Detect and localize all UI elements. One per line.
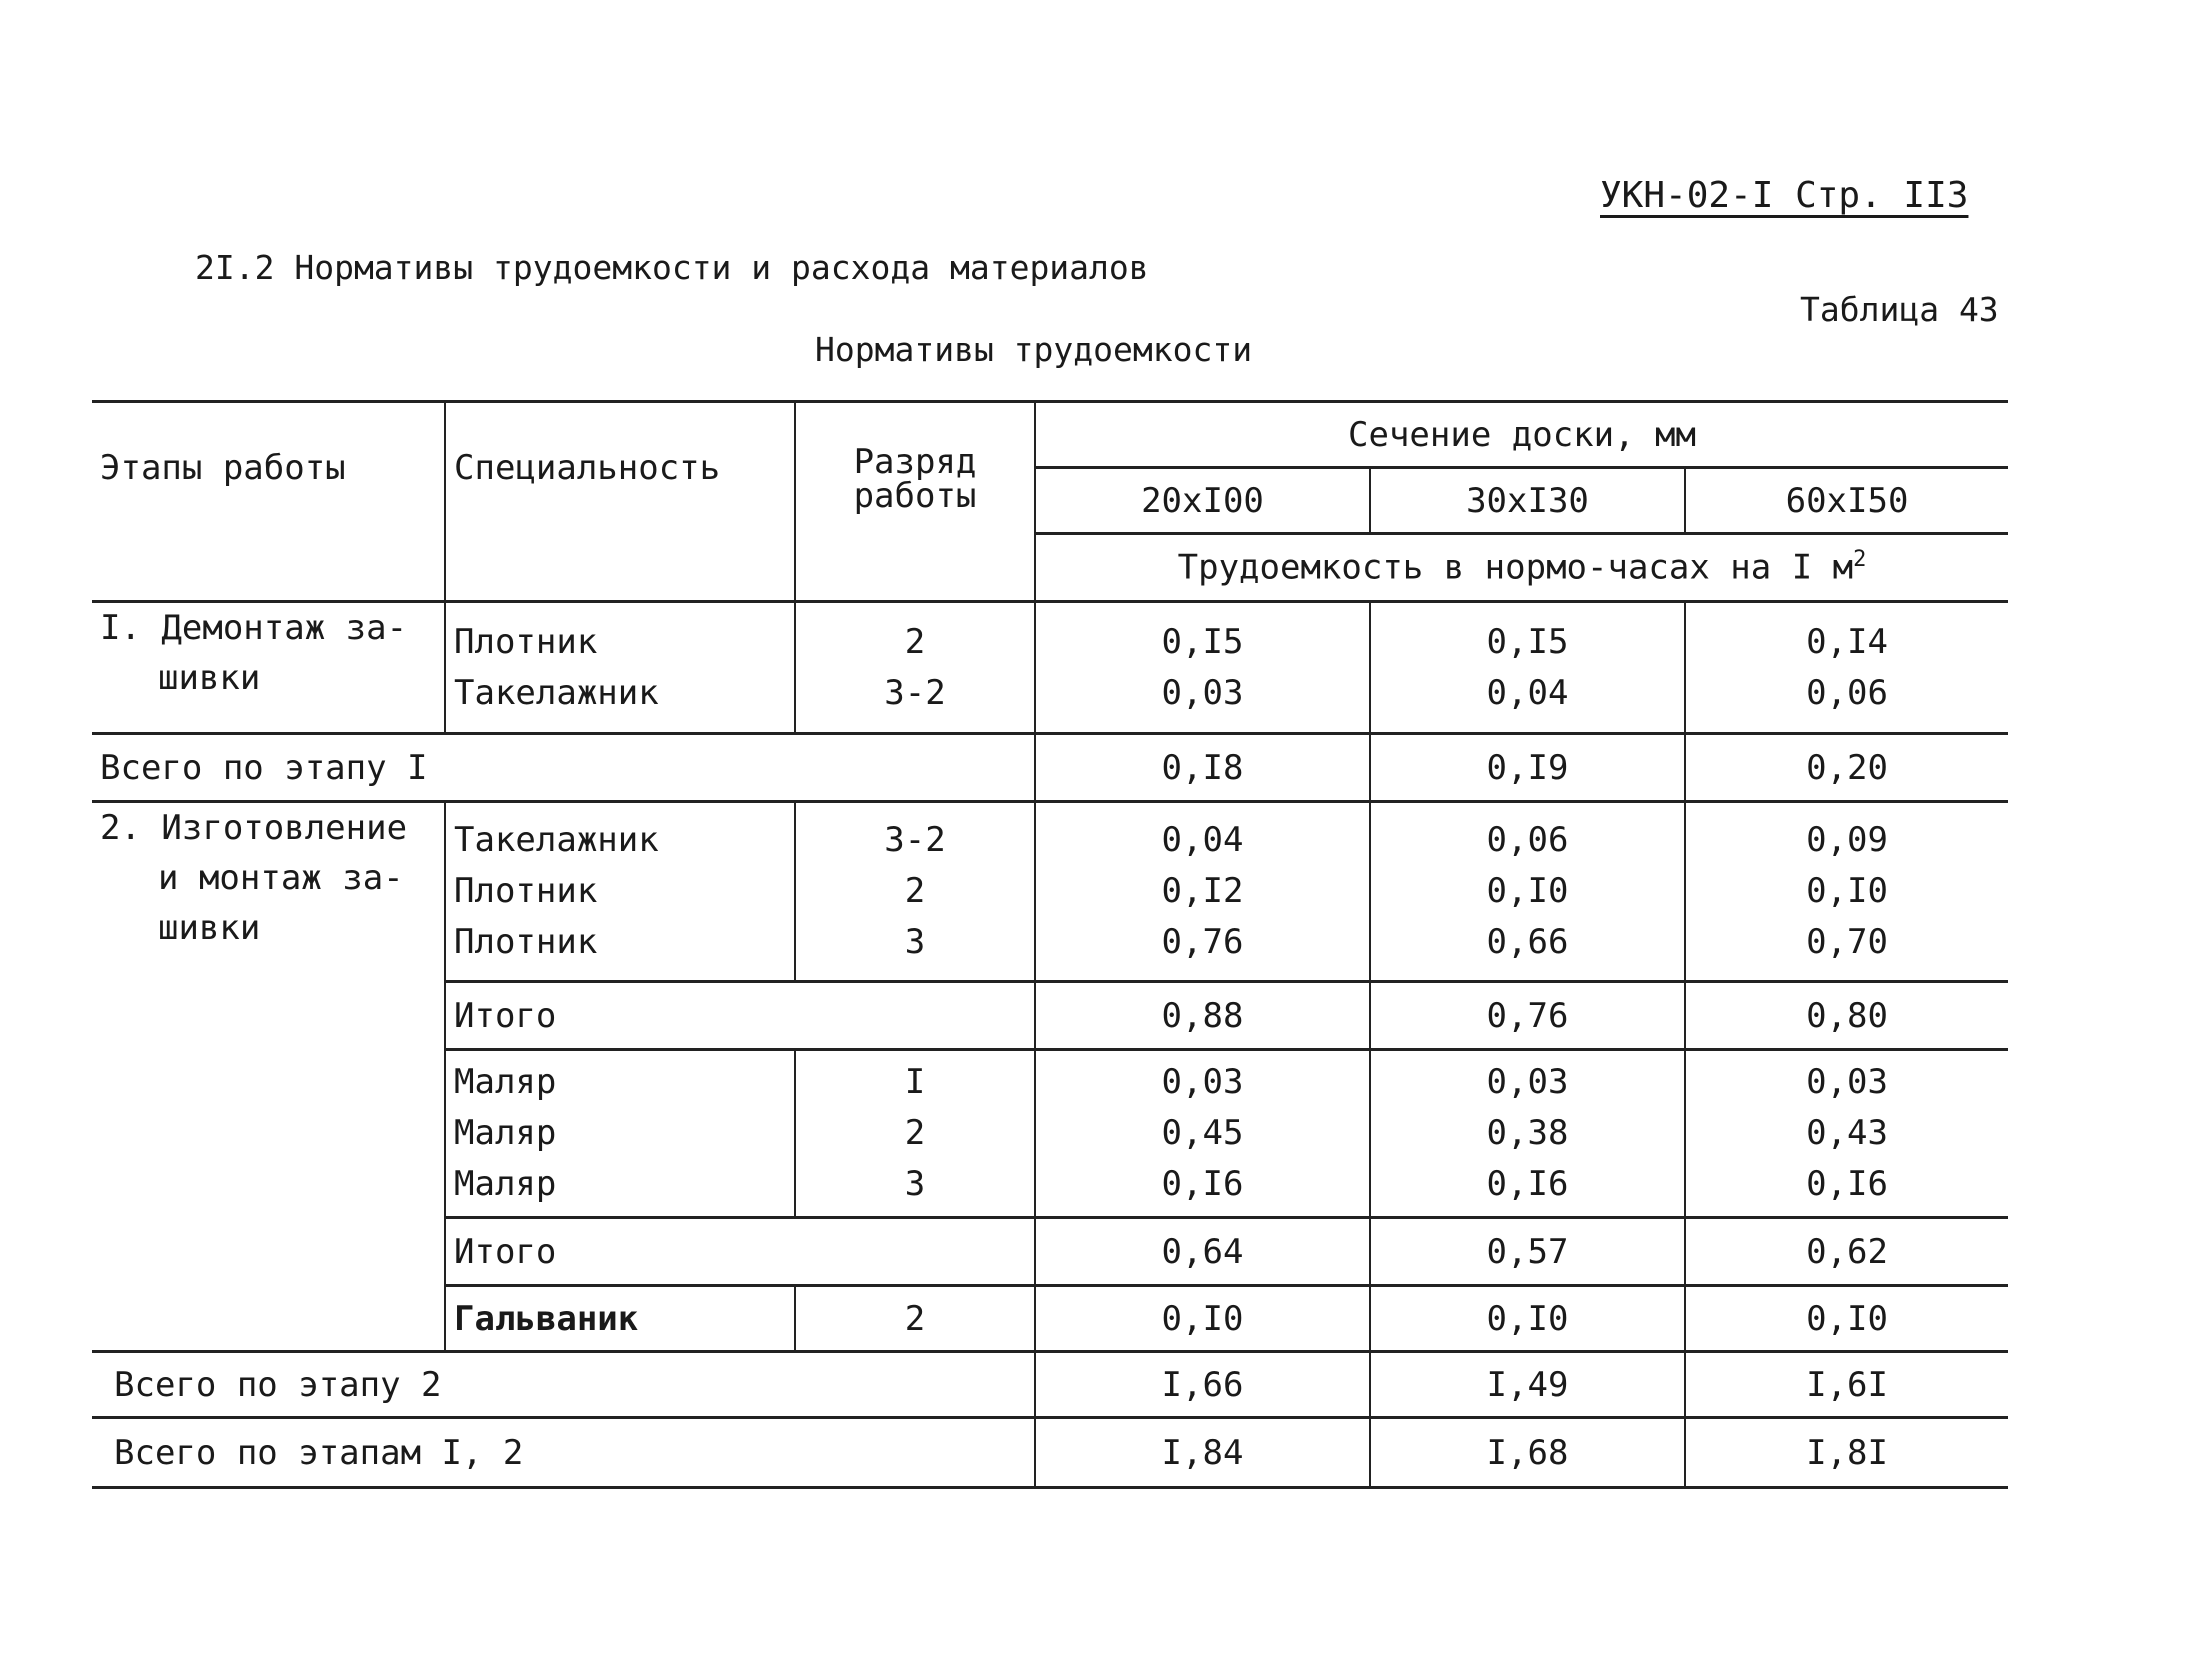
table-cell: 0,38 [1486, 1113, 1569, 1153]
table-cell: 0,I0 [1035, 1286, 1370, 1352]
stage2-total-label: Всего по этапу 2 [92, 1352, 1035, 1418]
table-cell: Маляр [454, 1062, 557, 1102]
table-cell: 0,20 [1685, 734, 2008, 802]
header-size-1: 20хI00 [1035, 468, 1370, 534]
table-cell: 0,03 [1486, 1062, 1569, 1102]
header-stage: Этапы работы [92, 402, 445, 602]
stage2-group2-specialties [445, 1050, 795, 1218]
table-cell: 0,03 [1161, 1062, 1244, 1102]
stage2-group2-col1 [1035, 1050, 1370, 1218]
stage2-group1-specialties [445, 802, 795, 982]
table-cell: 0,I0 [1806, 871, 1888, 911]
table-cell: 0,76 [1161, 922, 1244, 962]
header-labor-unit-sup: 2 [1853, 547, 1867, 573]
table-cell: 0,I4 [1806, 621, 1888, 662]
header-grade-line2: работы [853, 476, 977, 516]
header-labor-unit [1035, 534, 2008, 602]
table-cell: 3-2 [884, 672, 946, 713]
table-cell: 0,09 [1806, 820, 1888, 860]
table-cell: 0,I0 [1685, 1286, 2008, 1352]
table-cell: 0,64 [1035, 1218, 1370, 1286]
header-labor-unit-text: Трудоемкость в нормо-часах на I м [1177, 547, 1854, 588]
stage2-name-line2: и монтаж за- [158, 858, 404, 898]
header-section-group: Сечение доски, мм [1035, 402, 2008, 468]
table-cell: 2 [904, 621, 926, 662]
stage2-group2-col3 [1685, 1050, 2008, 1218]
header-grade [795, 402, 1035, 602]
table-cell: 0,I5 [1486, 621, 1569, 662]
table-cell: 0,I9 [1370, 734, 1685, 802]
table-cell: Гальваник [445, 1286, 795, 1352]
table-cell: 3-2 [884, 820, 946, 860]
table-cell: 0,57 [1370, 1218, 1685, 1286]
stage1-col1 [1035, 602, 1370, 734]
stage2-group1-col3 [1685, 802, 2008, 982]
grand-total-label: Всего по этапам I, 2 [92, 1418, 1035, 1488]
table-cell: 0,80 [1685, 982, 2008, 1050]
header-grade-line1: Разряд [853, 442, 977, 482]
table-cell: 0,06 [1806, 672, 1888, 713]
table-title: Нормативы трудоемкости [815, 330, 1253, 369]
stage1-col2 [1370, 602, 1685, 734]
table-cell: 0,88 [1035, 982, 1370, 1050]
table-cell: 0,I6 [1806, 1164, 1888, 1204]
table-cell: 0,43 [1806, 1113, 1888, 1153]
header-size-3: 60хI50 [1685, 468, 2008, 534]
table-cell: 0,I5 [1161, 621, 1244, 662]
stage1-grades [795, 602, 1035, 734]
table-cell: I,84 [1035, 1418, 1370, 1488]
stage1-name-line1: I. Демонтаж за- [100, 608, 408, 648]
stage1-name-line2: шивки [158, 658, 261, 698]
table-cell: 3 [904, 1164, 926, 1204]
labor-norms-table [92, 400, 2008, 1489]
stage2-group1-col2 [1370, 802, 1685, 982]
table-cell: I,68 [1370, 1418, 1685, 1488]
table-cell: I,49 [1370, 1352, 1685, 1418]
table-cell: 0,I0 [1486, 871, 1569, 911]
table-cell: 0,66 [1486, 922, 1569, 962]
table-cell: 0,I6 [1486, 1164, 1569, 1204]
header-size-2: 30хI30 [1370, 468, 1685, 534]
stage2-group1-col1 [1035, 802, 1370, 982]
page-reference: УКН-02-I Стр. II3 [1600, 175, 1969, 216]
table-cell: I,66 [1035, 1352, 1370, 1418]
table-cell: 0,I8 [1035, 734, 1370, 802]
table-cell: 0,I2 [1161, 871, 1244, 911]
table-cell: 0,04 [1161, 820, 1244, 860]
table-cell: Плотник [454, 922, 598, 962]
stage2-group1-grades [795, 802, 1035, 982]
table-cell: 0,76 [1370, 982, 1685, 1050]
table-cell: 0,03 [1161, 672, 1244, 713]
table-cell: 0,I6 [1161, 1164, 1244, 1204]
table-cell: I [904, 1062, 926, 1102]
table-cell: 2 [904, 1113, 926, 1153]
stage1-name [92, 602, 445, 734]
table-cell: Такелажник [454, 672, 659, 713]
stage2-subtotal1-label: Итого [445, 982, 1035, 1050]
table-cell: 3 [904, 922, 926, 962]
stage1-total-label: Всего по этапу I [92, 734, 1035, 802]
table-cell: Плотник [454, 621, 598, 662]
table-cell: 2 [904, 871, 926, 911]
table-cell: 0,03 [1806, 1062, 1888, 1102]
table-cell: Такелажник [454, 820, 659, 860]
stage1-col3 [1685, 602, 2008, 734]
header-specialty: Специальность [445, 402, 795, 602]
table-cell: 0,62 [1685, 1218, 2008, 1286]
stage2-name-line3: шивки [158, 908, 261, 948]
stage2-group2-grades [795, 1050, 1035, 1218]
stage2-name-line1: 2. Изготовление [100, 808, 408, 848]
table-cell: Маляр [454, 1164, 557, 1204]
table-number: Таблица 43 [1800, 290, 1999, 329]
table-cell: Маляр [454, 1113, 557, 1153]
table-cell: 0,45 [1161, 1113, 1244, 1153]
section-title: 2I.2 Нормативы трудоемкости и расхода материалов [195, 248, 1149, 287]
table-cell: 0,70 [1806, 922, 1888, 962]
stage2-name [92, 802, 445, 1352]
table-cell: I,8I [1685, 1418, 2008, 1488]
table-cell: 2 [795, 1286, 1035, 1352]
stage2-subtotal2-label: Итого [445, 1218, 1035, 1286]
table-cell: Плотник [454, 871, 598, 911]
stage2-group2-col2 [1370, 1050, 1685, 1218]
table-cell: 0,04 [1486, 672, 1569, 713]
table-cell: 0,06 [1486, 820, 1569, 860]
table-cell: I,6I [1685, 1352, 2008, 1418]
stage1-specialties [445, 602, 795, 734]
table-cell: 0,I0 [1370, 1286, 1685, 1352]
